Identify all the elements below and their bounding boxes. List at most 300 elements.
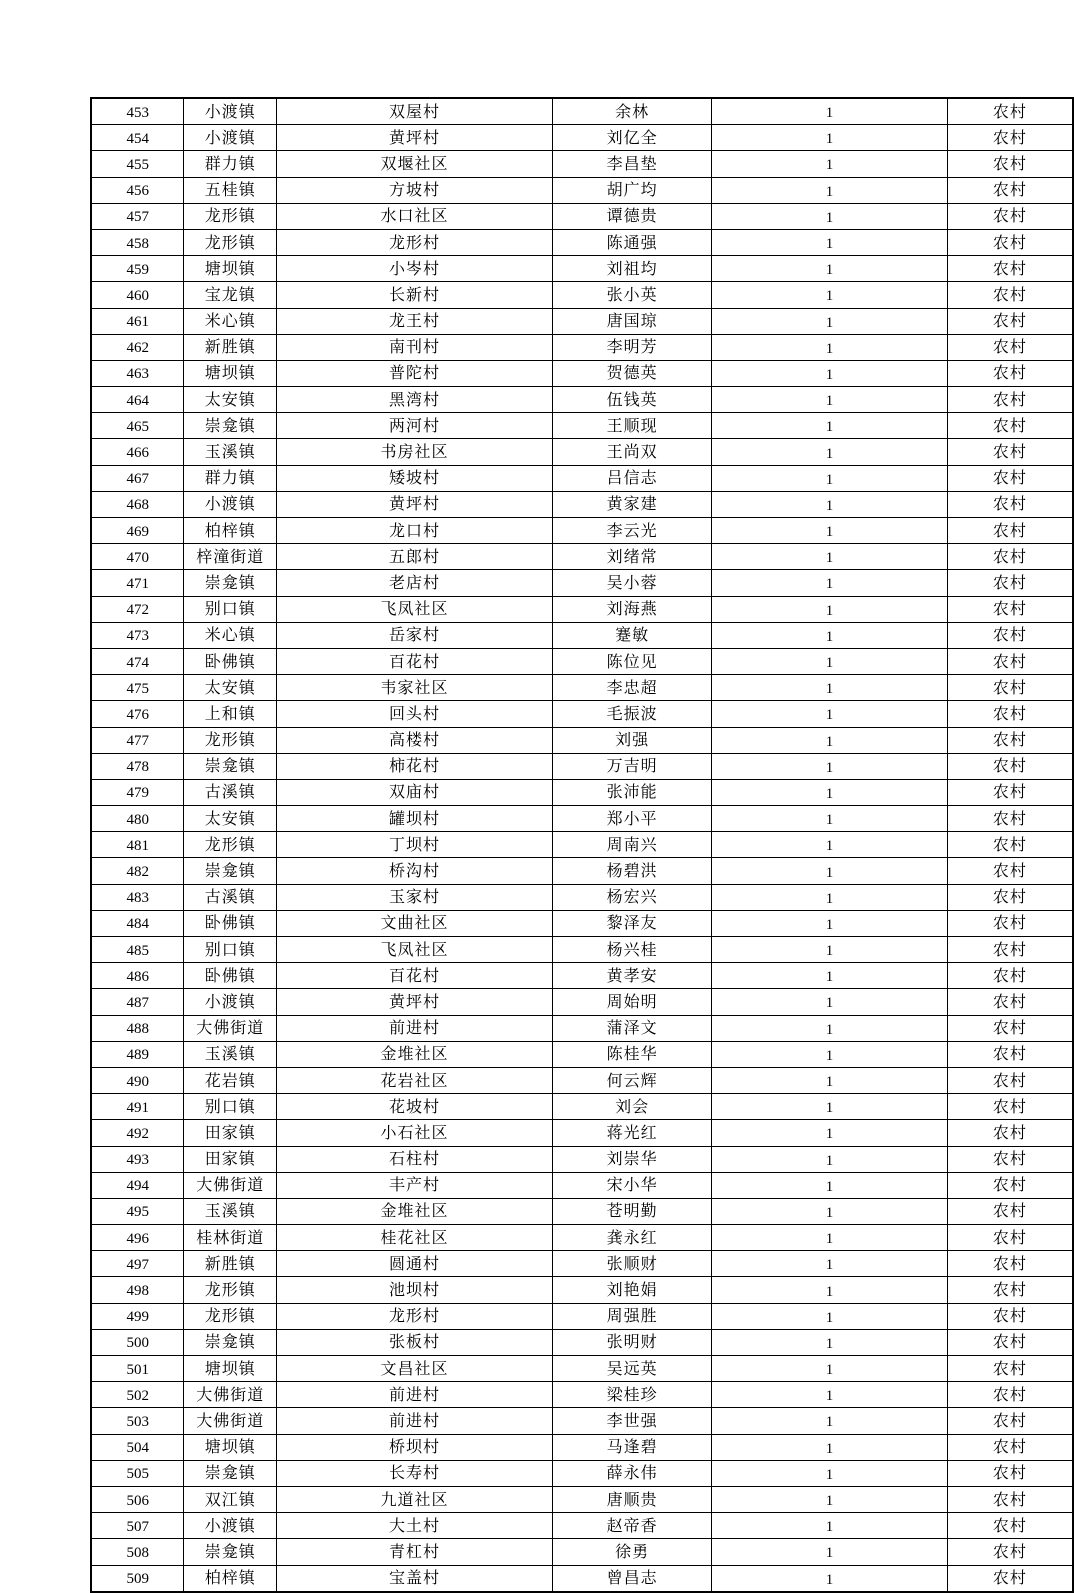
- village-cell: 高楼村: [277, 727, 553, 753]
- name-cell: 唐顺贵: [552, 1486, 711, 1512]
- name-cell: 谭德贵: [552, 203, 711, 229]
- table-row: [91, 1041, 1073, 1067]
- name-cell: 贺德英: [552, 360, 711, 386]
- area-type-cell: 农村: [947, 570, 1073, 596]
- area-type-cell: 农村: [947, 1225, 1073, 1251]
- area-type-cell: 农村: [947, 98, 1073, 125]
- area-type-cell: 农村: [947, 648, 1073, 674]
- count-cell: 1: [712, 1146, 948, 1172]
- town-cell: 宝龙镇: [184, 282, 277, 308]
- table-row: [91, 1251, 1073, 1277]
- name-cell: 黄家建: [552, 491, 711, 517]
- row-number-cell: 473: [91, 622, 184, 648]
- table-row: [91, 1120, 1073, 1146]
- name-cell: 张顺财: [552, 1251, 711, 1277]
- table-row: [91, 308, 1073, 334]
- village-cell: 花岩社区: [277, 1067, 553, 1093]
- name-cell: 刘祖均: [552, 256, 711, 282]
- row-number-cell: 486: [91, 963, 184, 989]
- row-number-cell: 467: [91, 465, 184, 491]
- town-cell: 塘坝镇: [184, 1356, 277, 1382]
- table-row: [91, 675, 1073, 701]
- area-type-cell: 农村: [947, 1251, 1073, 1277]
- row-number-cell: 505: [91, 1460, 184, 1486]
- count-cell: 1: [712, 151, 948, 177]
- area-type-cell: 农村: [947, 779, 1073, 805]
- area-type-cell: 农村: [947, 439, 1073, 465]
- count-cell: 1: [712, 1513, 948, 1539]
- village-cell: 张板村: [277, 1329, 553, 1355]
- table-row: [91, 98, 1073, 125]
- count-cell: 1: [712, 125, 948, 151]
- row-number-cell: 502: [91, 1382, 184, 1408]
- table-row: [91, 832, 1073, 858]
- table-row: [91, 282, 1073, 308]
- name-cell: 陈通强: [552, 229, 711, 255]
- village-cell: 两河村: [277, 413, 553, 439]
- count-cell: 1: [712, 701, 948, 727]
- count-cell: 1: [712, 256, 948, 282]
- count-cell: 1: [712, 308, 948, 334]
- row-number-cell: 478: [91, 753, 184, 779]
- village-cell: 百花村: [277, 648, 553, 674]
- row-number-cell: 463: [91, 360, 184, 386]
- count-cell: 1: [712, 910, 948, 936]
- count-cell: 1: [712, 858, 948, 884]
- row-number-cell: 469: [91, 518, 184, 544]
- table-row: [91, 570, 1073, 596]
- count-cell: 1: [712, 779, 948, 805]
- table-row: [91, 858, 1073, 884]
- name-cell: 吴小蓉: [552, 570, 711, 596]
- row-number-cell: 499: [91, 1303, 184, 1329]
- table-row: [91, 491, 1073, 517]
- area-type-cell: 农村: [947, 1172, 1073, 1198]
- name-cell: 杨宏兴: [552, 884, 711, 910]
- row-number-cell: 462: [91, 334, 184, 360]
- town-cell: 大佛街道: [184, 1408, 277, 1434]
- village-cell: 文昌社区: [277, 1356, 553, 1382]
- count-cell: 1: [712, 1120, 948, 1146]
- name-cell: 黄孝安: [552, 963, 711, 989]
- town-cell: 大佛街道: [184, 1382, 277, 1408]
- village-cell: 九道社区: [277, 1486, 553, 1512]
- table-row: [91, 1329, 1073, 1355]
- area-type-cell: 农村: [947, 701, 1073, 727]
- count-cell: 1: [712, 806, 948, 832]
- area-type-cell: 农村: [947, 282, 1073, 308]
- area-type-cell: 农村: [947, 413, 1073, 439]
- area-type-cell: 农村: [947, 125, 1073, 151]
- town-cell: 新胜镇: [184, 1251, 277, 1277]
- village-cell: 南刊村: [277, 334, 553, 360]
- row-number-cell: 454: [91, 125, 184, 151]
- row-number-cell: 498: [91, 1277, 184, 1303]
- area-type-cell: 农村: [947, 1120, 1073, 1146]
- area-type-cell: 农村: [947, 675, 1073, 701]
- table-row: [91, 1172, 1073, 1198]
- name-cell: 刘绪常: [552, 544, 711, 570]
- name-cell: 王顺现: [552, 413, 711, 439]
- village-cell: 普陀村: [277, 360, 553, 386]
- count-cell: 1: [712, 1356, 948, 1382]
- name-cell: 徐勇: [552, 1539, 711, 1565]
- name-cell: 李昌垫: [552, 151, 711, 177]
- area-type-cell: 农村: [947, 229, 1073, 255]
- name-cell: 王尚双: [552, 439, 711, 465]
- town-cell: 小渡镇: [184, 989, 277, 1015]
- area-type-cell: 农村: [947, 308, 1073, 334]
- village-cell: 金堆社区: [277, 1198, 553, 1224]
- name-cell: 李云光: [552, 518, 711, 544]
- area-type-cell: 农村: [947, 1382, 1073, 1408]
- row-number-cell: 488: [91, 1015, 184, 1041]
- town-cell: 塘坝镇: [184, 360, 277, 386]
- area-type-cell: 农村: [947, 989, 1073, 1015]
- village-cell: 龙口村: [277, 518, 553, 544]
- village-cell: 五郎村: [277, 544, 553, 570]
- count-cell: 1: [712, 753, 948, 779]
- town-cell: 崇龛镇: [184, 753, 277, 779]
- town-cell: 米心镇: [184, 622, 277, 648]
- area-type-cell: 农村: [947, 177, 1073, 203]
- table-row: [91, 518, 1073, 544]
- area-type-cell: 农村: [947, 806, 1073, 832]
- town-cell: 大佛街道: [184, 1015, 277, 1041]
- village-cell: 文曲社区: [277, 910, 553, 936]
- table-row: [91, 989, 1073, 1015]
- row-number-cell: 458: [91, 229, 184, 255]
- village-cell: 矮坡村: [277, 465, 553, 491]
- village-cell: 圆通村: [277, 1251, 553, 1277]
- name-cell: 刘亿全: [552, 125, 711, 151]
- row-number-cell: 475: [91, 675, 184, 701]
- name-cell: 胡广均: [552, 177, 711, 203]
- town-cell: 龙形镇: [184, 229, 277, 255]
- village-cell: 柿花村: [277, 753, 553, 779]
- table-row: [91, 177, 1073, 203]
- town-cell: 田家镇: [184, 1120, 277, 1146]
- village-cell: 双庙村: [277, 779, 553, 805]
- count-cell: 1: [712, 282, 948, 308]
- row-number-cell: 493: [91, 1146, 184, 1172]
- area-type-cell: 农村: [947, 544, 1073, 570]
- row-number-cell: 464: [91, 387, 184, 413]
- name-cell: 李忠超: [552, 675, 711, 701]
- table-row: [91, 779, 1073, 805]
- town-cell: 崇龛镇: [184, 858, 277, 884]
- village-cell: 黄坪村: [277, 989, 553, 1015]
- town-cell: 田家镇: [184, 1146, 277, 1172]
- area-type-cell: 农村: [947, 387, 1073, 413]
- table-row: [91, 413, 1073, 439]
- area-type-cell: 农村: [947, 465, 1073, 491]
- village-cell: 方坡村: [277, 177, 553, 203]
- row-number-cell: 496: [91, 1225, 184, 1251]
- area-type-cell: 农村: [947, 151, 1073, 177]
- village-cell: 双屋村: [277, 98, 553, 125]
- roster-table-body: [91, 98, 1073, 1592]
- village-cell: 大土村: [277, 1513, 553, 1539]
- area-type-cell: 农村: [947, 622, 1073, 648]
- town-cell: 花岩镇: [184, 1067, 277, 1093]
- table-row: [91, 544, 1073, 570]
- town-cell: 小渡镇: [184, 1513, 277, 1539]
- row-number-cell: 477: [91, 727, 184, 753]
- area-type-cell: 农村: [947, 1303, 1073, 1329]
- name-cell: 赵帝香: [552, 1513, 711, 1539]
- name-cell: 马逢碧: [552, 1434, 711, 1460]
- row-number-cell: 456: [91, 177, 184, 203]
- village-cell: 飞凤社区: [277, 937, 553, 963]
- village-cell: 金堆社区: [277, 1041, 553, 1067]
- table-row: [91, 1198, 1073, 1224]
- table-row: [91, 910, 1073, 936]
- name-cell: 毛振波: [552, 701, 711, 727]
- table-row: [91, 1513, 1073, 1539]
- village-cell: 岳家村: [277, 622, 553, 648]
- count-cell: 1: [712, 1329, 948, 1355]
- area-type-cell: 农村: [947, 360, 1073, 386]
- table-row: [91, 1565, 1073, 1592]
- area-type-cell: 农村: [947, 884, 1073, 910]
- table-row: [91, 1356, 1073, 1382]
- town-cell: 崇龛镇: [184, 1539, 277, 1565]
- town-cell: 别口镇: [184, 596, 277, 622]
- count-cell: 1: [712, 1015, 948, 1041]
- table-row: [91, 1015, 1073, 1041]
- village-cell: 双堰社区: [277, 151, 553, 177]
- row-number-cell: 492: [91, 1120, 184, 1146]
- count-cell: 1: [712, 884, 948, 910]
- row-number-cell: 490: [91, 1067, 184, 1093]
- name-cell: 吕信志: [552, 465, 711, 491]
- row-number-cell: 497: [91, 1251, 184, 1277]
- count-cell: 1: [712, 491, 948, 517]
- town-cell: 小渡镇: [184, 491, 277, 517]
- town-cell: 崇龛镇: [184, 413, 277, 439]
- town-cell: 玉溪镇: [184, 439, 277, 465]
- village-cell: 前进村: [277, 1382, 553, 1408]
- area-type-cell: 农村: [947, 334, 1073, 360]
- area-type-cell: 农村: [947, 256, 1073, 282]
- table-row: [91, 1277, 1073, 1303]
- area-type-cell: 农村: [947, 1486, 1073, 1512]
- row-number-cell: 460: [91, 282, 184, 308]
- area-type-cell: 农村: [947, 727, 1073, 753]
- row-number-cell: 509: [91, 1565, 184, 1592]
- village-cell: 花坡村: [277, 1094, 553, 1120]
- count-cell: 1: [712, 832, 948, 858]
- village-cell: 黄坪村: [277, 491, 553, 517]
- town-cell: 太安镇: [184, 806, 277, 832]
- count-cell: 1: [712, 229, 948, 255]
- town-cell: 龙形镇: [184, 727, 277, 753]
- village-cell: 韦家社区: [277, 675, 553, 701]
- name-cell: 蒲泽文: [552, 1015, 711, 1041]
- village-cell: 罐坝村: [277, 806, 553, 832]
- row-number-cell: 485: [91, 937, 184, 963]
- count-cell: 1: [712, 465, 948, 491]
- count-cell: 1: [712, 648, 948, 674]
- row-number-cell: 489: [91, 1041, 184, 1067]
- table-row: [91, 125, 1073, 151]
- table-row: [91, 1067, 1073, 1093]
- table-row: [91, 596, 1073, 622]
- count-cell: 1: [712, 1225, 948, 1251]
- town-cell: 卧佛镇: [184, 910, 277, 936]
- row-number-cell: 500: [91, 1329, 184, 1355]
- area-type-cell: 农村: [947, 1041, 1073, 1067]
- row-number-cell: 504: [91, 1434, 184, 1460]
- count-cell: 1: [712, 622, 948, 648]
- row-number-cell: 503: [91, 1408, 184, 1434]
- count-cell: 1: [712, 596, 948, 622]
- name-cell: 黎泽友: [552, 910, 711, 936]
- count-cell: 1: [712, 334, 948, 360]
- name-cell: 余林: [552, 98, 711, 125]
- row-number-cell: 459: [91, 256, 184, 282]
- name-cell: 何云辉: [552, 1067, 711, 1093]
- village-cell: 回头村: [277, 701, 553, 727]
- village-cell: 丰产村: [277, 1172, 553, 1198]
- village-cell: 龙王村: [277, 308, 553, 334]
- area-type-cell: 农村: [947, 1565, 1073, 1592]
- area-type-cell: 农村: [947, 1146, 1073, 1172]
- count-cell: 1: [712, 177, 948, 203]
- count-cell: 1: [712, 439, 948, 465]
- row-number-cell: 466: [91, 439, 184, 465]
- town-cell: 米心镇: [184, 308, 277, 334]
- village-cell: 桂花社区: [277, 1225, 553, 1251]
- name-cell: 梁桂珍: [552, 1382, 711, 1408]
- count-cell: 1: [712, 1094, 948, 1120]
- town-cell: 大佛街道: [184, 1172, 277, 1198]
- row-number-cell: 482: [91, 858, 184, 884]
- area-type-cell: 农村: [947, 1198, 1073, 1224]
- table-row: [91, 622, 1073, 648]
- town-cell: 别口镇: [184, 937, 277, 963]
- name-cell: 张小英: [552, 282, 711, 308]
- table-row: [91, 229, 1073, 255]
- row-number-cell: 476: [91, 701, 184, 727]
- area-type-cell: 农村: [947, 1094, 1073, 1120]
- roster-table: [90, 97, 1074, 1593]
- town-cell: 上和镇: [184, 701, 277, 727]
- town-cell: 小渡镇: [184, 125, 277, 151]
- row-number-cell: 507: [91, 1513, 184, 1539]
- row-number-cell: 479: [91, 779, 184, 805]
- row-number-cell: 468: [91, 491, 184, 517]
- count-cell: 1: [712, 963, 948, 989]
- name-cell: 唐国琼: [552, 308, 711, 334]
- row-number-cell: 453: [91, 98, 184, 125]
- count-cell: 1: [712, 1277, 948, 1303]
- name-cell: 蹇敏: [552, 622, 711, 648]
- table-row: [91, 1408, 1073, 1434]
- count-cell: 1: [712, 675, 948, 701]
- town-cell: 双江镇: [184, 1486, 277, 1512]
- name-cell: 周南兴: [552, 832, 711, 858]
- name-cell: 曾昌志: [552, 1565, 711, 1592]
- table-row: [91, 1434, 1073, 1460]
- name-cell: 李世强: [552, 1408, 711, 1434]
- count-cell: 1: [712, 727, 948, 753]
- row-number-cell: 470: [91, 544, 184, 570]
- village-cell: 前进村: [277, 1408, 553, 1434]
- table-row: [91, 648, 1073, 674]
- village-cell: 龙形村: [277, 1303, 553, 1329]
- town-cell: 新胜镇: [184, 334, 277, 360]
- table-row: [91, 1146, 1073, 1172]
- table-row: [91, 1225, 1073, 1251]
- name-cell: 张沛能: [552, 779, 711, 805]
- table-row: [91, 701, 1073, 727]
- area-type-cell: 农村: [947, 1356, 1073, 1382]
- count-cell: 1: [712, 1486, 948, 1512]
- village-cell: 百花村: [277, 963, 553, 989]
- count-cell: 1: [712, 1251, 948, 1277]
- row-number-cell: 508: [91, 1539, 184, 1565]
- village-cell: 小岑村: [277, 256, 553, 282]
- area-type-cell: 农村: [947, 1329, 1073, 1355]
- area-type-cell: 农村: [947, 1277, 1073, 1303]
- table-row: [91, 884, 1073, 910]
- area-type-cell: 农村: [947, 910, 1073, 936]
- name-cell: 宋小华: [552, 1172, 711, 1198]
- town-cell: 玉溪镇: [184, 1041, 277, 1067]
- row-number-cell: 495: [91, 1198, 184, 1224]
- town-cell: 龙形镇: [184, 832, 277, 858]
- name-cell: 李明芳: [552, 334, 711, 360]
- row-number-cell: 483: [91, 884, 184, 910]
- village-cell: 长寿村: [277, 1460, 553, 1486]
- row-number-cell: 472: [91, 596, 184, 622]
- count-cell: 1: [712, 1303, 948, 1329]
- area-type-cell: 农村: [947, 963, 1073, 989]
- name-cell: 陈桂华: [552, 1041, 711, 1067]
- row-number-cell: 480: [91, 806, 184, 832]
- village-cell: 龙形村: [277, 229, 553, 255]
- name-cell: 蒋光红: [552, 1120, 711, 1146]
- area-type-cell: 农村: [947, 491, 1073, 517]
- row-number-cell: 465: [91, 413, 184, 439]
- town-cell: 群力镇: [184, 151, 277, 177]
- table-row: [91, 1460, 1073, 1486]
- count-cell: 1: [712, 1198, 948, 1224]
- name-cell: 苍明勤: [552, 1198, 711, 1224]
- row-number-cell: 481: [91, 832, 184, 858]
- area-type-cell: 农村: [947, 832, 1073, 858]
- count-cell: 1: [712, 1434, 948, 1460]
- name-cell: 薛永伟: [552, 1460, 711, 1486]
- area-type-cell: 农村: [947, 753, 1073, 779]
- table-row: [91, 256, 1073, 282]
- town-cell: 桂林街道: [184, 1225, 277, 1251]
- table-row: [91, 753, 1073, 779]
- village-cell: 丁坝村: [277, 832, 553, 858]
- town-cell: 古溪镇: [184, 884, 277, 910]
- village-cell: 书房社区: [277, 439, 553, 465]
- village-cell: 小石社区: [277, 1120, 553, 1146]
- count-cell: 1: [712, 1041, 948, 1067]
- name-cell: 龚永红: [552, 1225, 711, 1251]
- roster-table-container: [90, 97, 1074, 1593]
- area-type-cell: 农村: [947, 518, 1073, 544]
- area-type-cell: 农村: [947, 1513, 1073, 1539]
- count-cell: 1: [712, 1172, 948, 1198]
- village-cell: 水口社区: [277, 203, 553, 229]
